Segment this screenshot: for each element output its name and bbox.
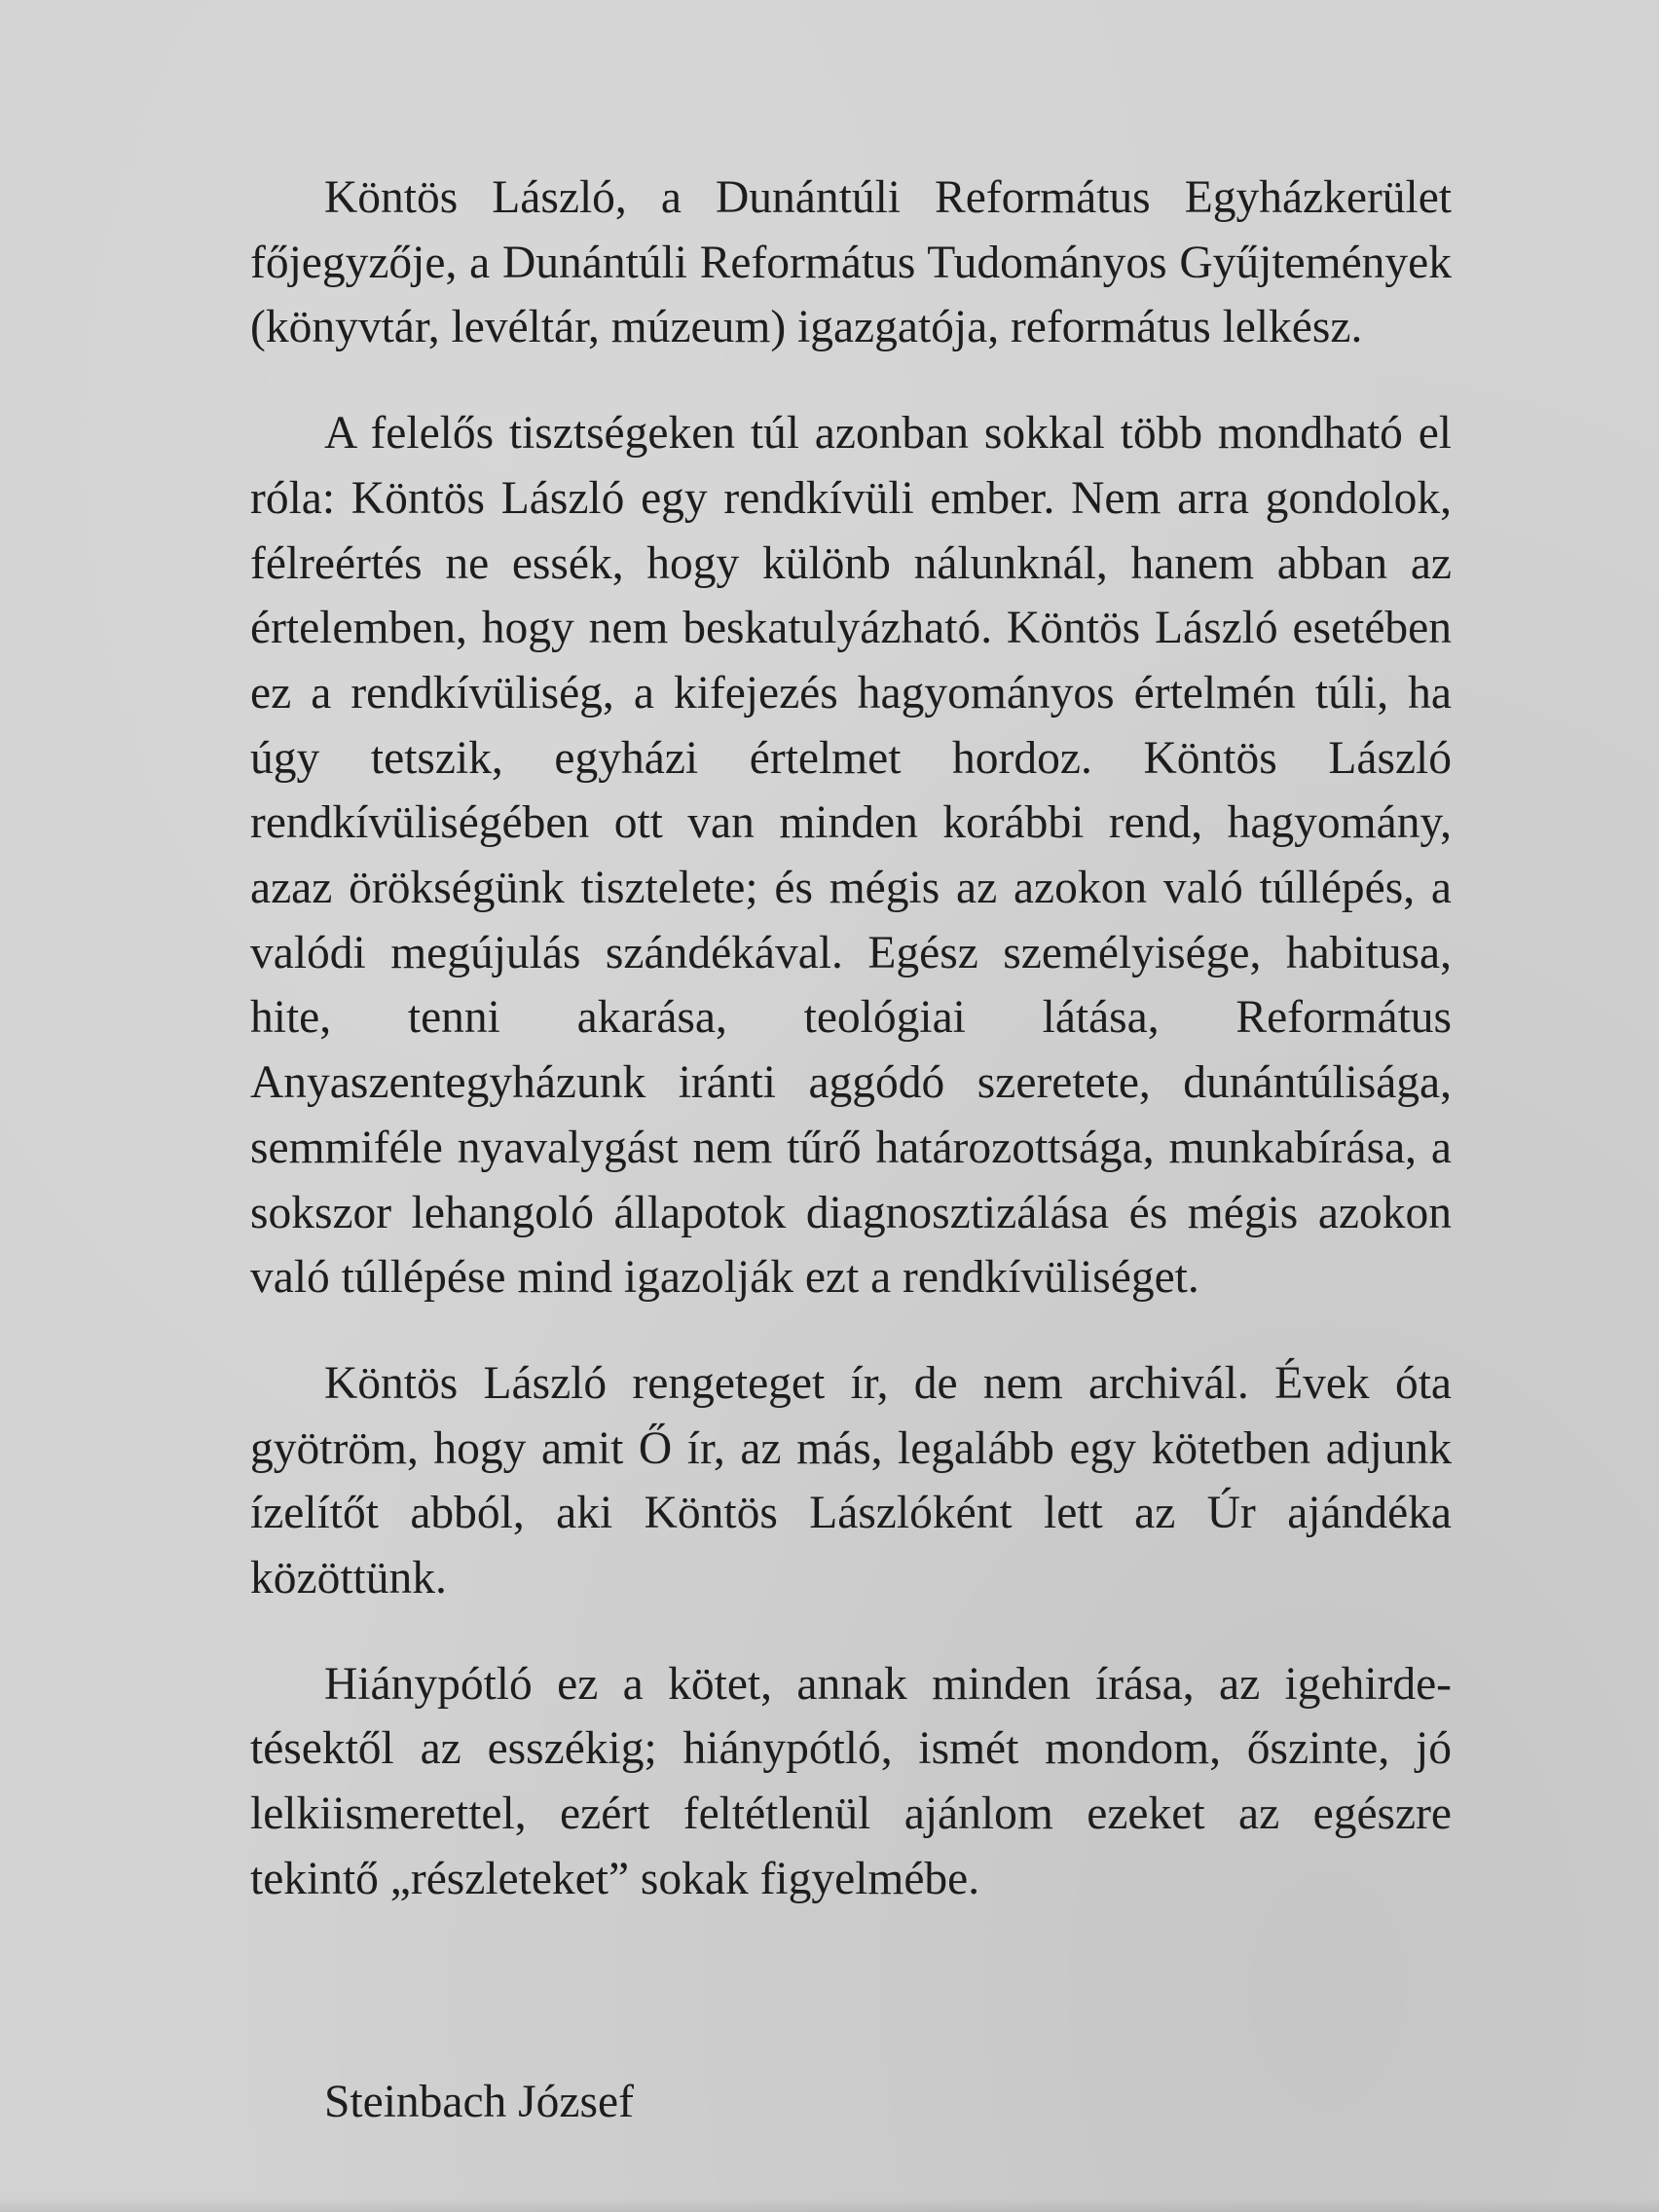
body-text <box>250 166 1452 1953</box>
paragraph-1: Köntös László, a Dunántúli Református Egyházkerület főjegyzője, a Dunántúli Református Tudományos Gyűjtemények (könyvtár, levéltár, múzeum) igazgatója, református lelkész. <box>250 172 1452 353</box>
paragraph-2: A felelős tisztségeken túl azonban sokkal több mondható el róla: Köntös László egy rendkívüli ember. Nem arra gondolok, félreértés ne essék, hogy különb nálunknál, hanem abban az értelemben, hogy nem beskatulyázható. Köntös László esetében ez a rendkívüliség, a kifejezés hagyományos értelmén túli, ha úgy tetszik, egyházi értelmet hordoz. Köntös László rendkívüliségében ott van minden korábbi rend, hagyomány, azaz örökségünk tisztelete; és mégis az azokon való túllépés, a valódi megújulás szándékával. Egész személyisége, habitusa, hite, tenni akarása, teológiai látása, Református Anyaszentegyházunk iránti aggódó szeretete, dunántúlisága, semmiféle nyavalygást nem tűrő határozottsága, munkabírása, a sokszor lehangoló állapotok diagnosztizálása és mégis azokon való túllépése mind igazolják ezt a rendkívüliséget. <box>250 408 1452 1304</box>
paragraph-3: Köntös László rengeteget ír, de nem archivál. Évek óta gyötröm, hogy amit Ő ír, az más, legalább egy kötetben adjunk ízelítőt abból, aki Köntös Lászlóként lett az Úr ajándéka közöttünk. <box>250 1357 1452 1604</box>
paragraph-4: Hiánypótló ez a kötet, annak minden írása, az igehirdetésektől az esszékig; hiánypótló, ismét mondom, őszinte, jó lelkiismerettel, ezért feltétlenül ajánlom ezeket az egészre tekintő „részleteket” sokak figyelmébe. <box>250 1658 1452 1904</box>
author-signature: Steinbach József <box>324 2077 634 2127</box>
page-bottom-edge <box>0 2198 1659 2212</box>
